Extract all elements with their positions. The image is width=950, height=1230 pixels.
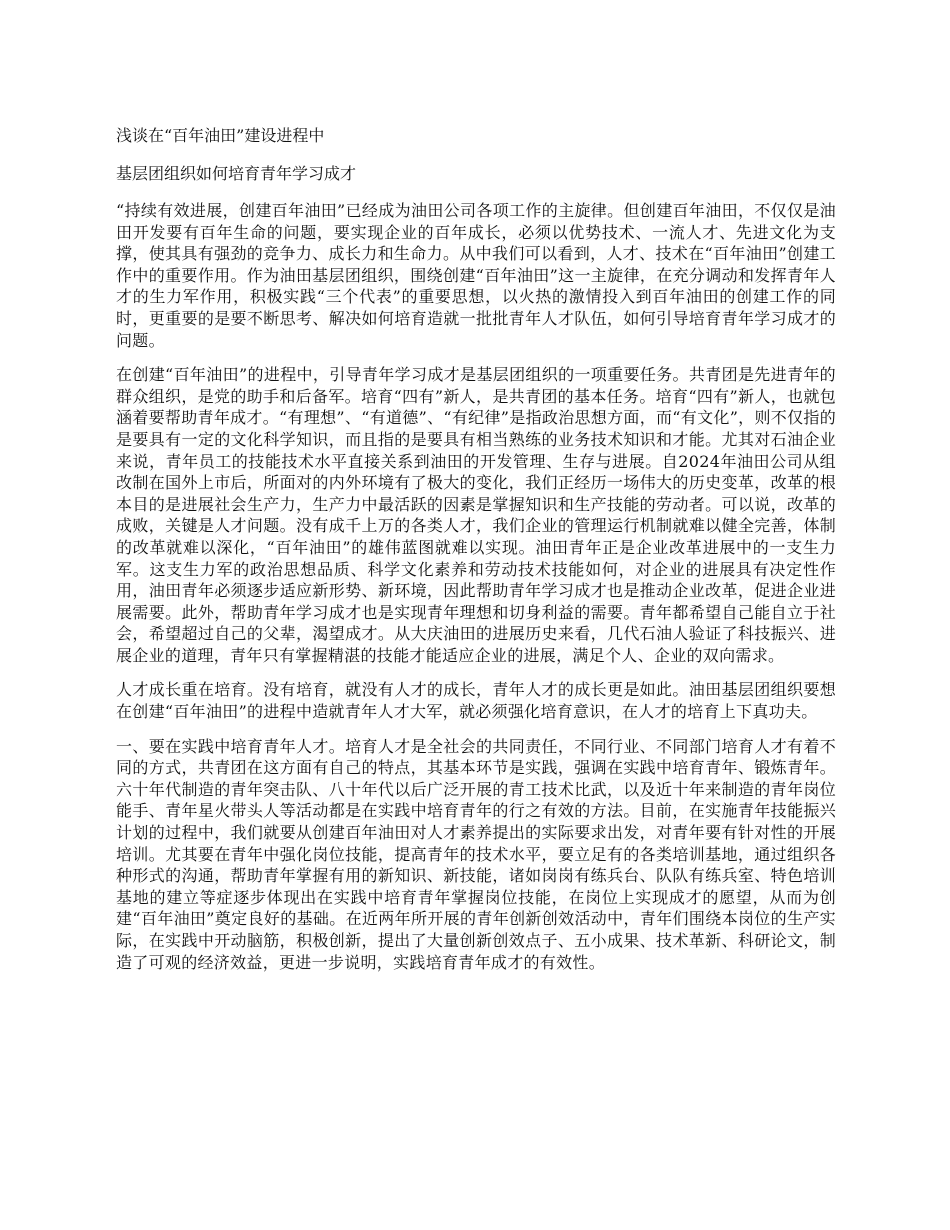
paragraph-4: 一、要在实践中培育青年人才。培育人才是全社会的共同责任，不同行业、不同部门培育人才有着不同的方式，共青团在这方面有自己的特点，其基本环节是实践，强调在实践中培育青年、锻炼青年。六十年代制造的青年突击队、八十年代以后广泛开展的青工技术比武，以及近十年来制造的青年岗位能手、青年星火带头人等活动都是在实践中培育青年的行之有效的方法。目前，在实施青年技能振兴计划的过程中，我们就要从创建百年油田对人才素养提出的实际要求出发，对青年要有针对性的开展培训。尤其要在青年中强化岗位技能，提高青年的技术水平，要立足有的各类培训基地，通过组织各种形式的沟通，帮助青年掌握有用的新知识、新技能，诸如岗岗有练兵台、队队有练兵室、特色培训基地的建立等症逐步体现出在实践中培育青年掌握岗位技能，在岗位上实现成才的愿望，从而为创建“百年油田”奠定良好的基础。在近两年所开展的青年创新创效活动中，青年们围绕本岗位的生产实际，在实践中开动脑筋，积极创新，提出了大量创新创效点子、五小成果、技术革新、科研论文，制造了可观的经济效益，更进一步说明，实践培育青年成才的有效性。 [116,736,836,972]
title-line-1: 浅谈在“百年油田”建设进程中 [116,126,325,145]
paragraph-3: 人才成长重在培育。没有培育，就没有人才的成长，青年人才的成长更是如此。油田基层团组织要想在创建“百年油田”的进程中造就青年人才大军，就必须强化培育意识，在人才的培育上下真功夫。 [116,680,836,722]
paragraph-2: 在创建“百年油田”的进程中，引导青年学习成才是基层团组织的一项重要任务。共青团是先进青年的群众组织，是党的助手和后备军。培育“四有”新人，是共青团的基本任务。培育“四有”新人，也就包涵着要帮助青年成才。“有理想”、“有道德”、“有纪律”是指政治思想方面，而“有文化”，则不仅指的是要具有一定的文化科学知识，而且指的是要具有相当熟练的业务技术知识和才能。尤其对石油企业来说，青年员工的技能技术水平直接关系到油田的开发管理、生存与进展。自2024年油田公司从组改制在国外上市后，所面对的内外环境有了极大的变化，我们正经历一场伟大的历史变革，改革的根本目的是进展社会生产力，生产力中最活跃的因素是掌握知识和生产技能的劳动者。可以说，改革的成败，关键是人才问题。没有成千上万的各类人才，我们企业的管理运行机制就难以健全完善，体制的改革就难以深化，“百年油田”的雄伟蓝图就难以实现。油田青年正是企业改革进展中的一支生力军。这支生力军的政治思想品质、科学文化素养和劳动技术技能如何，对企业的进展具有决定性作用，油田青年必须逐步适应新形势、新环境，因此帮助青年学习成才也是推动企业改革，促进企业进展需要。此外，帮助青年学习成才也是实现青年理想和切身利益的需要。青年都希望自己能自立于社会，希望超过自己的父辈，渴望成才。从大庆油田的进展历史来看，几代石油人验证了科技振兴、进展企业的道理，青年只有掌握精湛的技能才能适应企业的进展，满足个人、企业的双向需求。 [116,365,836,665]
paragraph-1: “持续有效进展，创建百年油田”已经成为油田公司各项工作的主旋律。但创建百年油田，不仅仅是油田开发要有百年生命的问题，要实现企业的百年成长，必须以优势技术、一流人才、先进文化为支撑，使其具有强劲的竞争力、成长力和生命力。从中我们可以看到，人才、技术在“百年油田”创建工作中的重要作用。作为油田基层团组织，围绕创建“百年油田”这一主旋律，在充分调动和发挥青年人才的生力军作用，积极实践“三个代表”的重要思想，以火热的激情投入到百年油田的创建工作的同时，更重要的是要不断思考、解决如何培育造就一批批青年人才队伍，如何引导培育青年学习成才的问题。 [116,201,836,350]
document-page [116,124,836,986]
title-line-2: 基层团组织如何培育青年学习成才 [116,164,357,183]
